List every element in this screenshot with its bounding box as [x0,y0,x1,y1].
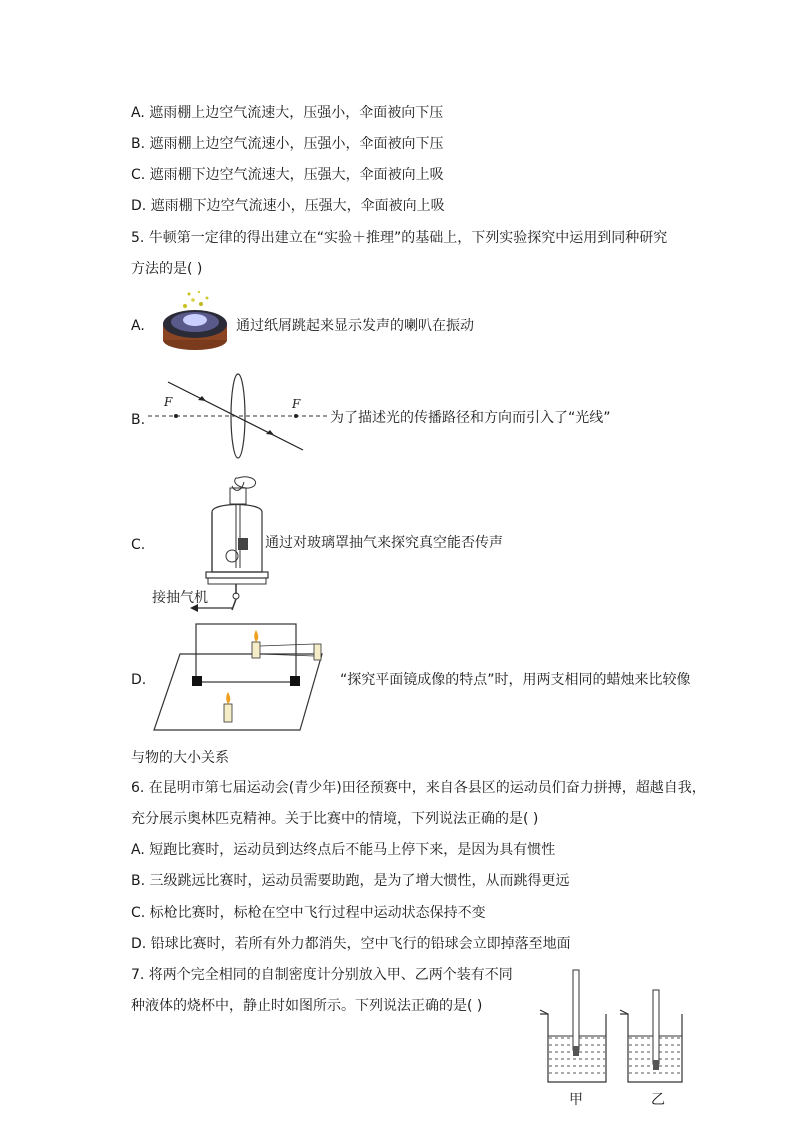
beakers-diagram [536,966,686,1086]
q4-option-a: A. 遮雨棚上边空气流速大，压强小，伞面被向下压 [131,105,444,121]
q6-option-a: A. 短跑比赛时，运动员到达终点后不能马上停下来，是因为具有惯性 [131,842,556,858]
q6-option-d: D. 铅球比赛时，若所有外力都消失，空中飞行的铅球会立即掉落至地面 [131,936,571,952]
q5-stem-line2: 方法的是( ) [131,261,203,277]
pump-label: 接抽气机 [152,590,208,606]
q6-stem-line1: 6. 在昆明市第七届运动会(青少年)田径预赛中，来自各县区的运动员们奋力拼搏，超越自我， [131,780,706,796]
q6-option-c: C. 标枪比赛时，标枪在空中飞行过程中运动状态保持不变 [131,905,486,921]
beaker-label-yi: 乙 [651,1092,665,1108]
speaker-image [155,288,235,360]
q5-option-d-letter: D. [131,672,147,688]
q4-option-b: B. 遮雨棚上边空气流速小，压强小，伞面被向下压 [131,136,444,152]
lens-diagram [148,370,330,460]
q6-option-b: B. 三级跳远比赛时，运动员需要助跑，是为了增大惯性，从而跳得更远 [131,873,570,889]
q5-option-b-letter: B. [131,412,146,428]
plane-mirror-diagram [150,620,340,736]
q5-option-d-text: “探究平面镜成像的特点”时，用两支相同的蜡烛来比较像 [340,672,691,688]
q5-option-c-letter: C. [131,537,146,553]
focus-label-right: F [292,397,301,411]
q5-option-c-text: 通过对玻璃罩抽气来探究真空能否传声 [265,535,503,551]
q5-option-d-text-cont: 与物的大小关系 [131,750,229,766]
focus-label-left: F [164,395,173,409]
q5-option-a-text: 通过纸屑跳起来显示发声的喇叭在振动 [236,318,474,334]
q7-stem-line1: 7. 将两个完全相同的自制密度计分别放入甲、乙两个装有不同 [131,967,513,983]
q6-stem-line2: 充分展示奥林匹克精神。关于比赛中的情境，下列说法正确的是( ) [131,811,539,827]
q5-stem-line1: 5. 牛顿第一定律的得出建立在“实验＋推理”的基础上，下列实验探究中运用到同种研究 [131,230,668,246]
q4-option-d: D. 遮雨棚下边空气流速小，压强大，伞面被向上吸 [131,198,445,214]
q4-option-c: C. 遮雨棚下边空气流速大，压强大，伞面被向上吸 [131,167,444,183]
q5-option-a-letter: A. [131,318,145,334]
q7-stem-line2: 种液体的烧杯中，静止时如图所示。下列说法正确的是( ) [131,998,483,1014]
beaker-label-jia: 甲 [569,1092,583,1108]
q5-option-b-text: 为了描述光的传播路径和方向而引入了“光线” [330,410,611,426]
